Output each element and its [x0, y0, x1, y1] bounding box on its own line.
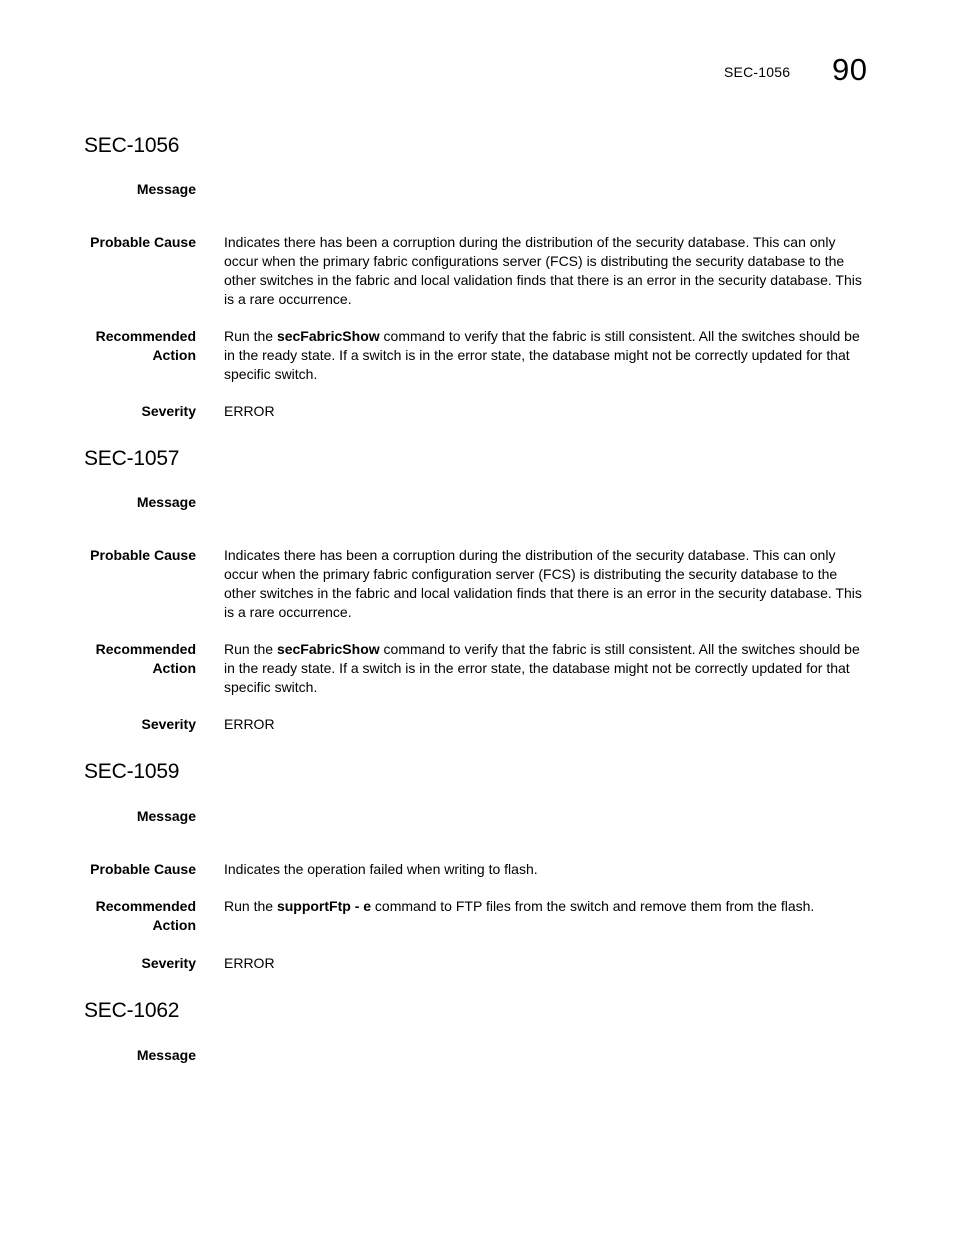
probable-cause-text: Indicates there has been a corruption during the distribution of the security database. This can only occur when the primary fabric configuration server (FCS) is distributing the security database to the other switches in the fabric and local validation finds that there is an error in the security database. This is a rare occurrence.	[224, 547, 862, 620]
recommended-action-label	[56, 640, 196, 678]
severity-value: ERROR	[224, 403, 275, 419]
message-label: Message	[136, 494, 196, 510]
chapter-number: 90	[832, 52, 868, 87]
action-prefix: Run the	[224, 328, 277, 344]
recommended-action-label	[56, 327, 196, 365]
severity-value: ERROR	[224, 716, 275, 732]
section-title-sec-1056: SEC-1056	[84, 134, 180, 157]
action-prefix: Run the	[224, 641, 277, 657]
recommended-label-line: Recommended	[95, 641, 196, 657]
action-prefix: Run the	[224, 898, 277, 914]
recommended-action-label	[56, 897, 196, 935]
action-suffix: command to verify that the fabric is still consistent. All the switches should be in the ready state. If a switch is in the error state, the database might not be correctly updated for that specific switch.	[224, 641, 860, 695]
severity-label: Severity	[141, 403, 196, 419]
action-label-line: Action	[152, 347, 196, 363]
section-title-sec-1057: SEC-1057	[84, 447, 180, 470]
command-name: secFabricShow	[276, 641, 380, 657]
action-label-line: Action	[152, 660, 196, 676]
section-title-sec-1062: SEC-1062	[84, 999, 180, 1022]
running-header-code: SEC-1056	[724, 64, 791, 80]
probable-cause-label: Probable Cause	[90, 861, 196, 877]
section-title-sec-1059: SEC-1059	[84, 760, 180, 783]
message-label: Message	[136, 181, 196, 197]
probable-cause-label: Probable Cause	[90, 234, 196, 250]
severity-label: Severity	[141, 716, 196, 732]
severity-label: Severity	[141, 955, 196, 971]
action-label-line: Action	[152, 917, 196, 933]
command-name: supportFtp - e	[276, 898, 372, 914]
probable-cause-text: Indicates there has been a corruption during the distribution of the security database. This can only occur when the primary fabric configurations server (FCS) is distributing the security database to the other switches in the fabric and local validation finds that there is an error in the security database. This is a rare occurrence.	[224, 234, 862, 307]
action-suffix: command to FTP files from the switch and remove them from the flash.	[371, 898, 815, 914]
recommended-action-text	[224, 327, 870, 384]
message-label: Message	[136, 1047, 196, 1063]
probable-cause-label: Probable Cause	[90, 547, 196, 563]
action-suffix: command to verify that the fabric is still consistent. All the switches should be in the ready state. If a switch is in the error state, the database might not be correctly updated for that specific switch.	[224, 328, 860, 382]
probable-cause-text: Indicates the operation failed when writing to flash.	[224, 861, 538, 877]
recommended-action-text	[224, 640, 870, 697]
command-name: secFabricShow	[276, 328, 380, 344]
recommended-action-text	[224, 897, 870, 916]
severity-value: ERROR	[224, 955, 275, 971]
recommended-label-line: Recommended	[95, 328, 196, 344]
message-label: Message	[136, 808, 196, 824]
recommended-label-line: Recommended	[95, 898, 196, 914]
